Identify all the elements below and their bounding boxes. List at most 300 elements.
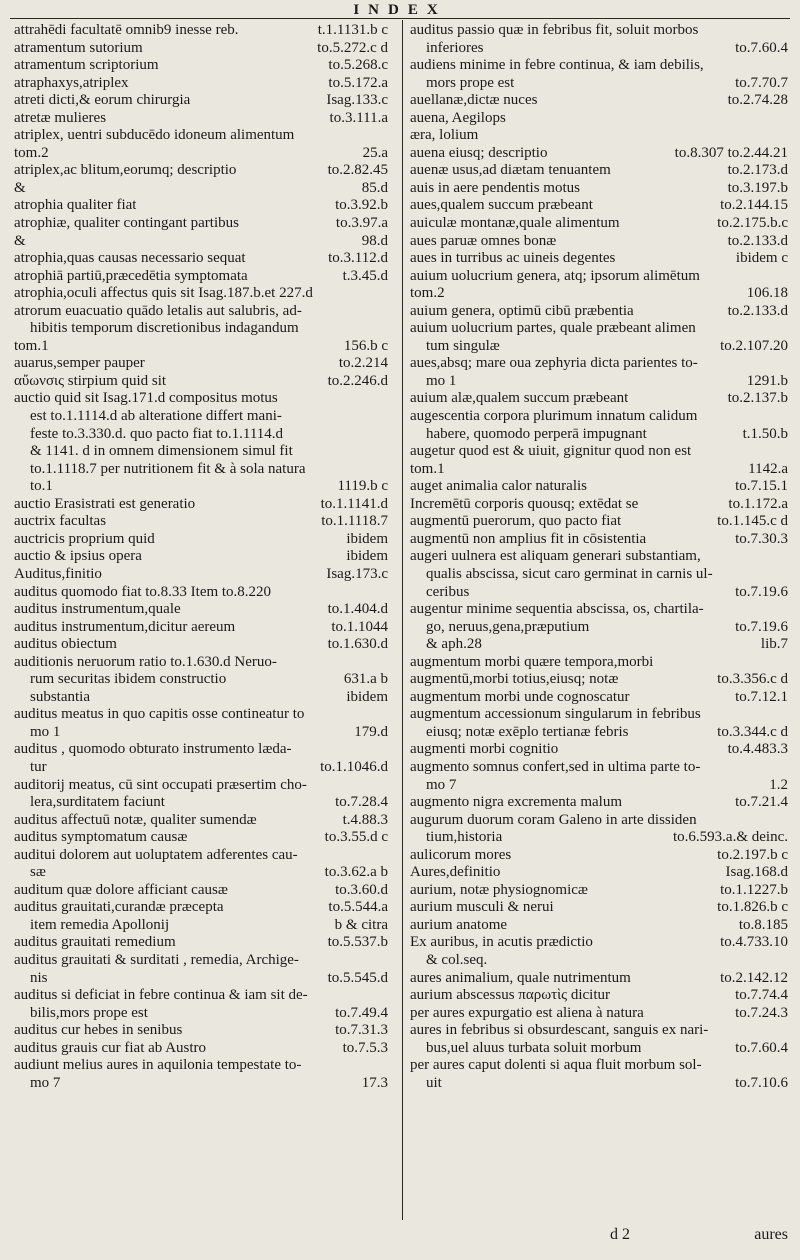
entry-text: atrophia qualiter fiat [14, 197, 137, 214]
entry-text: tur [30, 758, 47, 775]
entry-text: augeri uulnera est aliquam generari substantiam, [410, 548, 701, 565]
entry-text: tium,historia [426, 829, 503, 846]
entry-reference: 156.b c [343, 337, 388, 354]
entry-reference: to.1.1227.b [720, 881, 788, 898]
entry-reference [382, 654, 388, 672]
index-entry [14, 496, 388, 514]
entry-text: atramentum scriptorium [14, 57, 159, 74]
entry-reference [382, 706, 388, 724]
index-entry [410, 777, 788, 795]
entry-text: aures in febribus si obsurdescant, sanguis ex nari- [410, 1022, 709, 1039]
entry-text: & [14, 232, 26, 249]
entry-text: auditus affectuū notæ, qualiter sumendæ [14, 811, 257, 828]
entry-reference: to.7.19.6 [735, 583, 788, 600]
entry-text: auarus,semper pauper [14, 355, 145, 372]
entry-text: atramentum sutorium [14, 39, 143, 56]
entry-text: auditus grauis cur fiat ab Austro [14, 1039, 207, 1056]
entry-text: atraphaxys,atriplex [14, 74, 129, 91]
entry-text: auis in aere pendentis motus [410, 179, 580, 196]
entry-reference: to.7.31.3 [335, 1022, 388, 1039]
entry-text: auditus grauitati,curandæ præcepta [14, 899, 224, 916]
index-entry [410, 812, 788, 830]
entry-text: mo 7 [30, 1074, 61, 1091]
entry-reference: to.5.545.d [327, 969, 388, 986]
index-entry [14, 145, 388, 163]
index-entry [410, 531, 788, 549]
entry-text: augmento nigra excrementa malum [410, 794, 622, 811]
entry-text: feste to.3.330.d. quo pacto fiat to.1.1114.d [30, 425, 284, 442]
signature-mark: d 2 [610, 1226, 630, 1243]
entry-text: aulicorum mores [410, 846, 512, 863]
entry-text: auditus si deficiat in febre continua & iam sit de- [14, 987, 308, 1004]
entry-reference: 98.d [361, 232, 388, 249]
index-entry [14, 303, 388, 321]
index-entry [410, 92, 788, 110]
index-entry [410, 619, 788, 637]
index-entry [410, 390, 788, 408]
index-entry [14, 513, 388, 531]
entry-reference: to.3.62.a b [324, 864, 388, 881]
entry-reference: to.7.5.3 [342, 1039, 388, 1056]
index-entry [410, 1022, 788, 1040]
entry-reference: 85.d [361, 179, 388, 196]
entry-text: atretæ mulieres [14, 109, 107, 126]
index-entry [14, 970, 388, 988]
index-entry [14, 829, 388, 847]
entry-reference: Isag.168.d [725, 864, 788, 881]
index-entry [410, 794, 788, 812]
page-footer [610, 1226, 788, 1244]
entry-reference: b & citra [334, 916, 388, 933]
index-entry [14, 882, 388, 900]
entry-reference: to.2.74.28 [727, 92, 788, 109]
index-entry [14, 531, 388, 549]
entry-reference [382, 127, 388, 145]
entry-text: aurium abscessus παρωτὶς dicitur [410, 987, 611, 1004]
entry-text: atriplex, uentri subducēdo idoneum alimentum [14, 127, 295, 144]
entry-reference: to.2.142.12 [720, 969, 788, 986]
entry-reference [782, 110, 788, 128]
index-entry [14, 338, 388, 356]
entry-text: habere, quomodo perperā impugnant [426, 425, 647, 442]
index-entry [410, 110, 788, 128]
entry-text: auellanæ,dictæ nuces [410, 92, 538, 109]
index-entry [410, 706, 788, 724]
index-entry [14, 636, 388, 654]
entry-reference [782, 22, 788, 40]
index-entry [14, 408, 388, 426]
entry-reference: to.2.175.b.c [717, 215, 788, 232]
entry-text: æra, lolium [410, 127, 479, 144]
entry-text: auditus obiectum [14, 636, 117, 653]
entry-text: Incremētū corporis quousq; extēdat se [410, 495, 639, 512]
entry-reference: to.7.10.6 [735, 1074, 788, 1091]
entry-reference: to.2.214 [338, 355, 388, 372]
entry-reference: to.1.172.a [728, 495, 788, 512]
index-entry [14, 40, 388, 58]
entry-text: inferiores [426, 39, 484, 56]
entry-reference: to.3.60.d [335, 881, 388, 898]
index-entry [410, 987, 788, 1005]
index-entry [14, 22, 388, 40]
index-entry [410, 268, 788, 286]
entry-text: aures animalium, quale nutrimentum [410, 969, 631, 986]
entry-reference [782, 443, 788, 461]
entry-reference: to.8.185 [738, 916, 788, 933]
entry-reference: to.2.173.d [727, 162, 788, 179]
index-entry [410, 250, 788, 268]
entry-text: bus,uel aluus turbata soluit morbum [426, 1039, 642, 1056]
index-entry [410, 882, 788, 900]
entry-text: Auditus,finitio [14, 565, 102, 582]
index-entry [14, 250, 388, 268]
entry-text: auditus passio quæ in febribus fit, soluit morbos [410, 22, 699, 38]
entry-text: auditus instrumentum,quale [14, 601, 181, 618]
entry-reference: to.7.30.3 [735, 530, 788, 547]
entry-text: augmentum morbi unde cognoscatur [410, 688, 630, 705]
index-entry [410, 373, 788, 391]
entry-text: uit [426, 1074, 442, 1091]
index-entry [14, 1057, 388, 1075]
entry-reference: lib.7 [760, 636, 788, 653]
entry-reference: to.7.21.4 [735, 794, 788, 811]
index-entry [410, 443, 788, 461]
index-entry [14, 426, 388, 444]
index-entry [410, 75, 788, 93]
index-entry [14, 864, 388, 882]
index-entry [410, 899, 788, 917]
entry-reference: 17.3 [361, 1074, 388, 1091]
index-entry [410, 338, 788, 356]
entry-reference: to.7.70.7 [735, 74, 788, 91]
entry-reference: to.2.197.b c [717, 846, 788, 863]
entry-reference: t.1.50.b [742, 425, 788, 442]
index-entry [14, 671, 388, 689]
entry-text: augmentū non amplius fit in cōsistentia [410, 530, 647, 547]
entry-text: tum singulæ [426, 337, 500, 354]
entry-reference: to.3.97.a [335, 215, 388, 232]
entry-text: auium uolucrium partes, quale præbeant alimen [410, 320, 696, 337]
entry-reference: to.7.60.4 [735, 39, 788, 56]
entry-reference: 1.2 [769, 776, 788, 793]
index-entry [410, 145, 788, 163]
entry-text: tom.1 [410, 460, 445, 477]
entry-text: auditus grauitati remedium [14, 934, 176, 951]
entry-reference [782, 706, 788, 724]
entry-text: & [14, 179, 26, 196]
entry-text: atrorum euacuatio quādo letalis aut salubris, ad- [14, 302, 302, 319]
index-entry [14, 75, 388, 93]
entry-text: est to.1.1114.d ab alteratione differt mani- [30, 408, 282, 425]
entry-reference: to.4.733.10 [720, 934, 788, 951]
entry-reference [382, 285, 388, 303]
entry-reference: to.3.197.b [727, 179, 788, 196]
index-entry [410, 127, 788, 145]
entry-text: & 1141. d in omnem dimensionem simul fit [30, 443, 293, 460]
entry-reference: to.1.630.d [327, 636, 388, 653]
entry-reference: to.3.55.d c [324, 829, 388, 846]
entry-reference [382, 461, 388, 479]
entry-reference [382, 952, 388, 970]
entry-text: bilis,mors prope est [30, 1004, 148, 1021]
entry-reference [782, 1022, 788, 1040]
entry-reference: to.7.19.6 [735, 618, 788, 635]
index-entry [410, 233, 788, 251]
entry-text: substantia [30, 688, 90, 705]
index-entry [14, 934, 388, 952]
entry-text: aurium, notæ physiognomicæ [410, 881, 588, 898]
entry-reference: to.7.15.1 [735, 478, 788, 495]
entry-reference [382, 408, 388, 426]
entry-text: audiunt melius aures in aquilonia tempestate to- [14, 1057, 302, 1074]
index-entry [14, 390, 388, 408]
index-entry [410, 40, 788, 58]
index-entry [14, 127, 388, 145]
entry-reference: to.7.28.4 [335, 794, 388, 811]
entry-reference: to.2.107.20 [720, 337, 788, 354]
entry-reference: to.2.246.d [327, 372, 388, 389]
index-entry [410, 215, 788, 233]
index-entry [410, 22, 788, 40]
index-entry [14, 268, 388, 286]
index-entry [14, 162, 388, 180]
index-entry [14, 1040, 388, 1058]
entry-text: auena, Aegilops [410, 109, 506, 126]
index-entry [14, 1005, 388, 1023]
entry-text: atreti dicti,& eorum chirurgia [14, 92, 191, 109]
index-entry [14, 233, 388, 251]
index-entry [410, 724, 788, 742]
entry-text: auiculæ montanæ,quale alimentum [410, 215, 620, 232]
entry-text: aues,qualem succum præbeant [410, 197, 593, 214]
index-entry [14, 917, 388, 935]
entry-reference: t.4.88.3 [342, 811, 388, 828]
index-entry [410, 741, 788, 759]
entry-text: auditus quomodo fiat to.8.33 Item to.8.220 [14, 583, 272, 600]
entry-reference [382, 987, 388, 1005]
left-column [14, 22, 388, 1092]
entry-reference: to.1.404.d [327, 601, 388, 618]
entry-text: augetur quod est & uiuit, gignitur quod non est [410, 443, 692, 460]
index-entry [410, 864, 788, 882]
index-entry [14, 285, 388, 303]
entry-text: mo 1 [30, 723, 61, 740]
entry-text: eiusq; notæ exēplo tertianæ febris [426, 723, 629, 740]
entry-reference: to.1.1044 [331, 618, 388, 635]
index-entry [14, 197, 388, 215]
index-entry [410, 829, 788, 847]
entry-reference: to.1.1141.d [320, 495, 388, 512]
entry-reference: to.3.112.d [328, 250, 388, 267]
entry-reference: 179.d [354, 723, 388, 740]
entry-text: atriplex,ac blitum,eorumq; descriptio [14, 162, 237, 179]
entry-text: ceribus [426, 583, 470, 600]
page-title: INDEX [353, 2, 447, 18]
entry-reference: to.2.133.d [727, 232, 788, 249]
entry-text: aurium anatome [410, 916, 508, 933]
entry-reference: 631.a b [343, 671, 388, 688]
entry-reference: to.5.272.c d [317, 39, 388, 56]
entry-text: auium uolucrium genera, atq; ipsorum alimētum [410, 267, 700, 284]
index-entry [14, 443, 388, 461]
entry-text: auctricis proprium quid [14, 530, 155, 547]
entry-text: qualis abscissa, sicut caro germinat in carnis ul- [426, 565, 713, 582]
entry-text: lera,surditatem faciunt [30, 794, 165, 811]
entry-reference [382, 303, 388, 321]
index-entry [14, 92, 388, 110]
entry-text: audiens minime in febre continua, & iam debilis, [410, 57, 704, 74]
entry-reference: to.3.92.b [335, 197, 388, 214]
entry-text: augmentū,morbi totius,eiusq; notæ [410, 671, 619, 688]
index-entry [14, 741, 388, 759]
entry-reference: ibidem c [735, 250, 788, 267]
entry-text: auium alæ,qualem succum præbeant [410, 390, 629, 407]
index-entry [410, 584, 788, 602]
index-entry [14, 566, 388, 584]
entry-text: auditus , quomodo obturato instrumento læda- [14, 741, 292, 758]
entry-reference [782, 57, 788, 75]
entry-reference [382, 390, 388, 408]
index-entry [14, 759, 388, 777]
entry-text: atrophiā partiū,præcedētia symptomata [14, 267, 248, 284]
entry-text: augmentū puerorum, quo pacto fiat [410, 513, 622, 530]
entry-reference [382, 1057, 388, 1075]
entry-reference [782, 548, 788, 566]
entry-text: item remedia Apollonij [30, 916, 170, 933]
header-rule [10, 18, 790, 19]
entry-text: tom.1 [14, 337, 49, 354]
index-entry [410, 934, 788, 952]
index-entry [410, 461, 788, 479]
entry-reference: Isag.173.c [326, 565, 388, 582]
index-entry [14, 110, 388, 128]
index-entry [14, 320, 388, 338]
index-entry [14, 355, 388, 373]
entry-text: auditionis neruorum ratio to.1.630.d Neruo- [14, 653, 277, 670]
index-entry [410, 566, 788, 584]
entry-reference [782, 268, 788, 286]
entry-text: auena eiusq; descriptio [410, 144, 548, 161]
entry-text: & aph.28 [426, 636, 482, 653]
index-entry [410, 759, 788, 777]
entry-text: auctrix facultas [14, 513, 107, 530]
index-entry [14, 461, 388, 479]
entry-reference: to.3.111.a [329, 109, 388, 126]
entry-text: auget animalia calor naturalis [410, 478, 588, 495]
entry-text: mors prope est [426, 74, 515, 91]
entry-text: nis [30, 969, 48, 986]
entry-reference [782, 952, 788, 970]
index-entry [14, 899, 388, 917]
entry-text: aurium musculi & nerui [410, 899, 554, 916]
index-entry [14, 548, 388, 566]
entry-text: rum securitas ibidem constructio [30, 671, 227, 688]
entry-reference: to.7.24.3 [735, 1004, 788, 1021]
entry-text: atrophiæ, qualiter contingant partibus [14, 215, 239, 232]
entry-reference [382, 584, 388, 602]
entry-text: sæ [30, 864, 46, 881]
entry-reference [382, 777, 388, 795]
entry-reference: 1142.a [748, 460, 788, 477]
entry-reference: Isag.133.c [326, 92, 388, 109]
index-entry [410, 303, 788, 321]
index-entry [410, 601, 788, 619]
entry-text: & col.seq. [426, 951, 488, 968]
entry-reference [782, 759, 788, 777]
entry-reference: to.2.137.b [727, 390, 788, 407]
entry-text: hibitis temporum discretionibus indagandum [30, 320, 299, 337]
entry-reference [782, 320, 788, 338]
entry-reference: to.5.268.c [328, 57, 388, 74]
entry-text: augmenti morbi cognitio [410, 741, 559, 758]
index-entry [410, 1075, 788, 1093]
entry-reference: to.1.826.b c [717, 899, 788, 916]
index-entry [410, 57, 788, 75]
entry-reference: 25.a [362, 144, 388, 161]
entry-reference: to.2.144.15 [720, 197, 788, 214]
entry-reference: to.2.133.d [727, 302, 788, 319]
entry-text: auctio & ipsius opera [14, 548, 142, 565]
index-entry [410, 478, 788, 496]
index-entry [14, 777, 388, 795]
entry-reference: to.4.483.3 [727, 741, 788, 758]
entry-text: auditus cur hebes in senibus [14, 1022, 183, 1039]
entry-reference [782, 1057, 788, 1075]
index-entry [410, 1040, 788, 1058]
entry-reference: ibidem [346, 688, 388, 705]
entry-text: aues,absq; mare oua zephyria dicta parientes to- [410, 355, 698, 372]
index-entry [410, 320, 788, 338]
entry-reference: to.6.593.a.& deinc. [673, 829, 788, 846]
entry-reference: 1291.b [746, 372, 788, 389]
entry-text: auditorij meatus, cū sint occupati præsertim cho- [14, 776, 307, 793]
entry-reference: to.3.356.c d [717, 671, 788, 688]
entry-reference [782, 355, 788, 373]
entry-text: auditus instrumentum,dicitur aereum [14, 618, 236, 635]
entry-reference [382, 741, 388, 759]
entry-text: Ex auribus, in acutis prædictio [410, 934, 593, 951]
entry-text: per aures expurgatio est aliena à natura [410, 1004, 644, 1021]
catchword: aures [754, 1226, 788, 1243]
entry-reference [382, 847, 388, 865]
index-entry [410, 970, 788, 988]
entry-text: augurum duorum coram Galeno in arte dissiden [410, 811, 697, 828]
entry-reference: to.5.537.b [327, 934, 388, 951]
index-entry [14, 952, 388, 970]
entry-reference: to.8.307 to.2.44.21 [674, 144, 788, 161]
entry-reference: t.3.45.d [342, 267, 388, 284]
entry-text: augescentia corpora plurimum innatum calidum [410, 408, 698, 425]
entry-reference: to.5.172.a [328, 74, 388, 91]
index-entry [14, 373, 388, 391]
entry-reference: to.7.12.1 [735, 688, 788, 705]
entry-text: auctio Erasistrati est generatio [14, 495, 196, 512]
entry-reference: to.2.82.45 [327, 162, 388, 179]
entry-text: to.1 [30, 478, 53, 495]
index-entry [410, 654, 788, 672]
entry-reference [782, 408, 788, 426]
index-entry [410, 426, 788, 444]
entry-text: auditum quæ dolore afficiant causæ [14, 881, 228, 898]
entry-text: augmento somnus confert,sed in ultima parte to- [410, 758, 701, 775]
entry-text: atrophia,oculi affectus quis sit Isag.187.b.et 227.d [14, 285, 313, 302]
entry-reference: to.1.1118.7 [321, 513, 388, 530]
index-entry [14, 812, 388, 830]
entry-reference: to.1.1046.d [320, 758, 388, 775]
index-entry [410, 162, 788, 180]
entry-reference [782, 601, 788, 619]
entry-text: to.1.1118.7 per nutritionem fit & à sola natura [30, 460, 306, 477]
